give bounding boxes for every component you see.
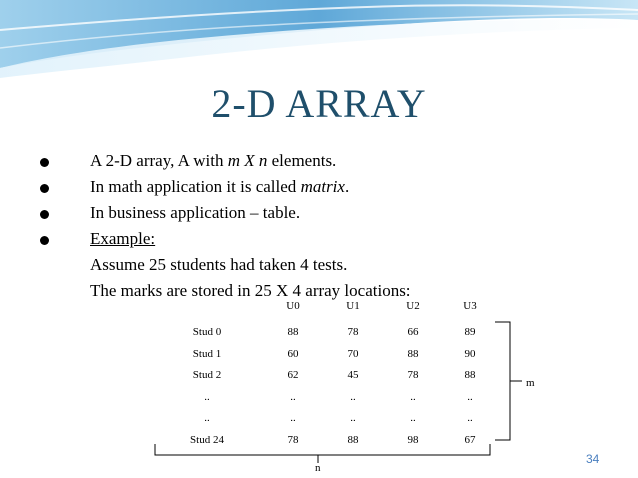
- table-cell: 60: [287, 347, 299, 360]
- table-cell: ..: [290, 412, 296, 424]
- table-cell: ..: [350, 390, 356, 403]
- table-cell: 66: [407, 326, 419, 338]
- table-cell: 88: [464, 369, 476, 381]
- column-header: U1: [346, 300, 360, 312]
- bullet-text: A 2-D array, A with m X n elements.: [90, 151, 337, 170]
- n-bracket: [155, 444, 490, 455]
- table-cell: 78: [407, 369, 419, 381]
- column-header: U2: [406, 300, 420, 312]
- table-cell: ..: [350, 412, 356, 424]
- bullet-text-example: Example:: [90, 229, 156, 248]
- table-cell: 98: [407, 433, 419, 446]
- table-cell: 88: [407, 347, 419, 360]
- row-label: Stud 1: [192, 347, 222, 360]
- n-label: n: [315, 462, 321, 474]
- column-header: U3: [463, 300, 477, 312]
- table-cell: 88: [287, 326, 299, 338]
- table-cell: 89: [464, 326, 476, 338]
- table-cell: ..: [410, 390, 416, 403]
- table-cell: ..: [467, 412, 473, 424]
- example-line: Assume 25 students had taken 4 tests.: [90, 255, 348, 274]
- table-cell: 70: [347, 347, 359, 360]
- table-cell: 90: [464, 347, 476, 360]
- table-cell: ..: [410, 412, 416, 424]
- row-label: Stud 0: [192, 326, 222, 338]
- table-cell: ..: [290, 390, 296, 403]
- row-label: ..: [204, 412, 210, 424]
- table-cell: 78: [347, 326, 359, 338]
- m-label: m: [526, 377, 535, 389]
- table-cell: 88: [347, 433, 359, 446]
- page-number: 34: [586, 452, 600, 466]
- m-bracket: [495, 322, 510, 440]
- table-cell: ..: [467, 390, 473, 403]
- table-cell: 62: [287, 369, 299, 381]
- row-label: Stud 2: [192, 369, 222, 381]
- row-label: ..: [204, 390, 210, 403]
- bullet-text: In business application – table.: [90, 203, 301, 222]
- bullet-text: In math application it is called matrix.: [90, 177, 350, 196]
- table-cell: 67: [464, 433, 476, 446]
- table-cell: 78: [287, 433, 299, 446]
- slide-title: 2-D ARRAY: [211, 81, 427, 126]
- example-line: The marks are stored in 25 X 4 array locations:: [90, 281, 411, 300]
- column-header: U0: [286, 300, 300, 312]
- table-cell: 45: [347, 369, 359, 381]
- row-label: Stud 24: [190, 433, 224, 446]
